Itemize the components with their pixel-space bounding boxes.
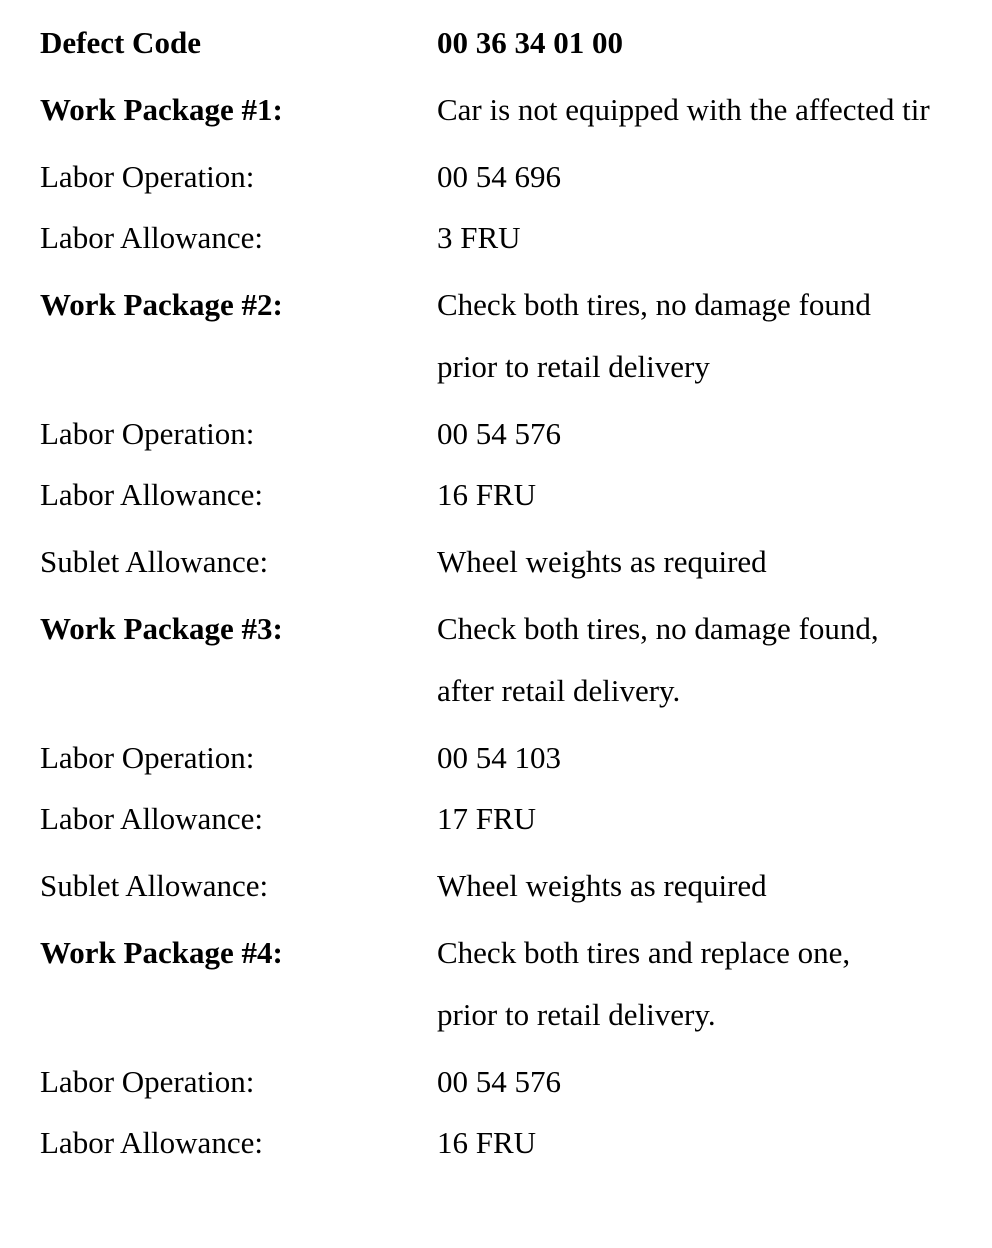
wp1-labor-allowance-row [0,218,992,258]
work-package-3-row [0,609,992,649]
wp4-labor-operation-label: Labor Operation: [40,1064,255,1099]
work-package-3-description-line1: Check both tires, no damage found, [437,611,879,646]
wp2-labor-allowance-label: Labor Allowance: [40,477,263,512]
wp2-sublet-allowance-row [0,542,992,582]
wp3-labor-operation-label: Labor Operation: [40,740,255,775]
work-package-4-row [0,933,992,973]
wp4-labor-allowance-label: Labor Allowance: [40,1125,263,1160]
wp3-labor-allowance-value: 17 FRU [437,801,537,836]
wp2-labor-allowance-row [0,475,992,515]
wp3-labor-allowance-label: Labor Allowance: [40,801,263,836]
wp2-sublet-allowance-value: Wheel weights as required [437,544,767,579]
work-package-4-description-line2: prior to retail delivery. [437,997,716,1032]
work-package-4-continuation-row [0,995,992,1035]
wp2-labor-operation-row [0,414,992,454]
work-package-2-description-line2: prior to retail delivery [437,349,710,384]
wp3-sublet-allowance-label: Sublet Allowance: [40,868,269,903]
work-package-2-continuation-row [0,347,992,387]
defect-code-label: Defect Code [40,25,201,60]
wp2-labor-allowance-value: 16 FRU [437,477,537,512]
wp2-labor-operation-value: 00 54 576 [437,416,561,451]
wp1-labor-operation-row [0,157,992,197]
work-package-4-description-line1: Check both tires and replace one, [437,935,851,970]
wp3-sublet-allowance-value: Wheel weights as required [437,868,767,903]
wp1-labor-allowance-value: 3 FRU [437,220,521,255]
wp3-sublet-allowance-row [0,866,992,906]
work-package-3-label: Work Package #3: [40,611,283,646]
wp3-labor-operation-value: 00 54 103 [437,740,561,775]
work-package-2-description-line1: Check both tires, no damage found [437,287,871,322]
work-package-2-label: Work Package #2: [40,287,283,322]
wp2-sublet-allowance-label: Sublet Allowance: [40,544,269,579]
wp3-labor-allowance-row [0,799,992,839]
wp1-labor-allowance-label: Labor Allowance: [40,220,263,255]
wp3-labor-operation-row [0,738,992,778]
work-package-3-continuation-row [0,671,992,711]
work-package-4-label: Work Package #4: [40,935,283,970]
wp4-labor-allowance-row [0,1123,992,1163]
wp4-labor-allowance-value: 16 FRU [437,1125,537,1160]
wp4-labor-operation-value: 00 54 576 [437,1064,561,1099]
work-package-3-description-line2: after retail delivery. [437,673,681,708]
work-package-2-row [0,285,992,325]
wp1-labor-operation-label: Labor Operation: [40,159,255,194]
wp1-labor-operation-value: 00 54 696 [437,159,561,194]
wp2-labor-operation-label: Labor Operation: [40,416,255,451]
work-package-1-row [0,90,992,130]
wp4-labor-operation-row [0,1062,992,1102]
work-package-1-label: Work Package #1: [40,92,283,127]
defect-code-row [0,23,992,63]
work-package-1-description: Car is not equipped with the affected tir [437,92,930,127]
defect-code-value: 00 36 34 01 00 [437,25,623,60]
